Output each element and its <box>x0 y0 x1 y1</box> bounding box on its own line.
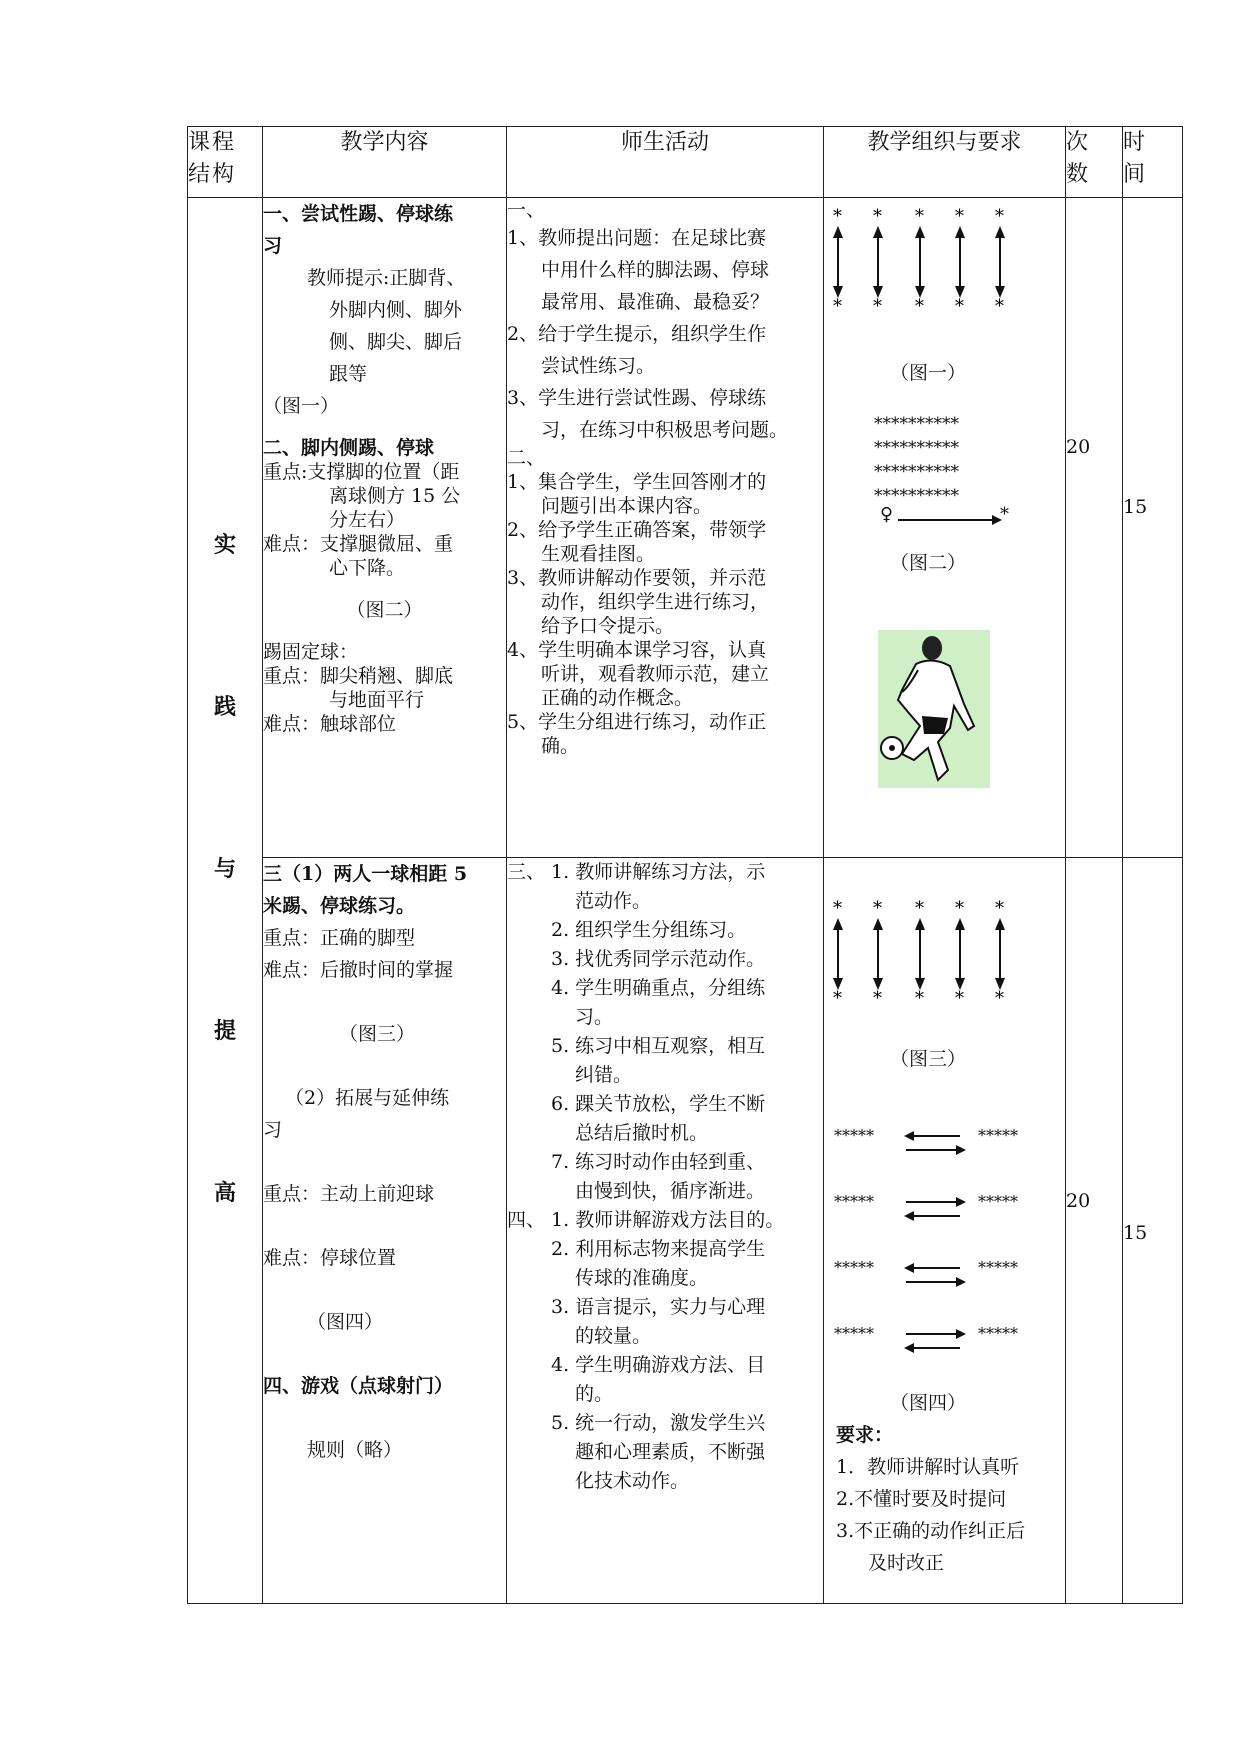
formation-star: * <box>833 296 842 314</box>
fig3-diagram <box>824 896 1066 1006</box>
s1-diff2 <box>263 712 506 736</box>
activity-line: 趣和心理素质，不断强 <box>575 1441 766 1463</box>
activity-line: 5、学生分组进行练习，动作正 <box>507 711 767 733</box>
section2-organization <box>824 858 1066 1604</box>
formation-star: * <box>995 898 1004 919</box>
activity-line: 3. 语言提示，实力与心理 <box>551 1296 766 1318</box>
activity-line: 传球的准确度。 <box>575 1267 709 1289</box>
section2-activity <box>507 858 824 1604</box>
header-time-line1: 时 <box>1123 130 1148 155</box>
s2-org-fig3: （图三） <box>890 1048 967 1070</box>
activity-line: 习。 <box>575 1006 614 1028</box>
s2-game: 四、游戏（点球射门） <box>263 1375 454 1397</box>
activity-line: 2、给予学生正确答案，带领学 <box>507 519 767 541</box>
s1-title2: 二、脚内侧踢、停球 <box>263 437 435 459</box>
s2-org-fig4: （图四） <box>890 1392 967 1414</box>
s2-key2-text: 主动上前迎球 <box>320 1183 435 1205</box>
s1-diff <box>263 532 506 556</box>
pass-arrows <box>902 1326 968 1356</box>
activity-line: 的较量。 <box>575 1325 652 1347</box>
formation-star: * <box>995 988 1004 1006</box>
arrow-head <box>995 226 1005 238</box>
header-count <box>1066 127 1123 198</box>
section1-activity <box>507 198 824 858</box>
req-2: 2.不懂时要及时提问 <box>836 1488 1007 1510</box>
structure-char-4: 提 <box>213 1018 236 1044</box>
pair-left-stars: ***** <box>834 1126 874 1145</box>
s2-ext-a: （2）拓展与延伸练 <box>285 1087 450 1109</box>
activity-line: 的。 <box>575 1383 614 1405</box>
pair-right-stars: ***** <box>978 1126 1018 1145</box>
lesson-plan-table <box>187 126 1183 1604</box>
formation-star: * <box>833 988 842 1006</box>
arrow-head <box>833 226 843 238</box>
header-time-line2: 间 <box>1123 162 1148 187</box>
s1-key-a: 支撑脚的位置（距 <box>307 461 460 483</box>
s1-act-list2 <box>507 470 823 758</box>
fig2-arrow <box>896 510 1006 530</box>
s1-diff-label: 难点： <box>263 533 321 555</box>
s2-key2-label: 重点： <box>263 1183 321 1205</box>
formation-star: * <box>873 296 882 314</box>
activity-line: 7. 练习时动作由轻到重、 <box>551 1151 766 1173</box>
header-structure-line1: 课程 <box>188 130 237 155</box>
s1-key-label: 重点: <box>263 461 308 483</box>
activity-line: 化技术动作。 <box>575 1470 690 1492</box>
req-3: 3.不正确的动作纠正后 <box>836 1520 1026 1542</box>
activity-line: 6. 踝关节放松，学生不断 <box>551 1093 766 1115</box>
s2-ext-b: 习 <box>263 1119 283 1141</box>
activity-line: 3、学生进行尝试性踢、停球练 <box>507 387 767 409</box>
fig2-row-3: ********** <box>874 462 959 482</box>
activity-line: 听讲，观看教师示范，建立 <box>541 663 770 685</box>
header-structure <box>188 127 263 198</box>
activity-line: 四、 1. 教师讲解游戏方法目的。 <box>507 1209 785 1231</box>
section2-content <box>263 858 507 1604</box>
s1-act-h1: 一、 <box>507 199 546 221</box>
activity-line: 4. 学生明确重点，分组练 <box>551 977 766 999</box>
arrow-head <box>833 918 843 930</box>
header-activity: 师生活动 <box>507 127 824 198</box>
section1-content <box>263 198 507 858</box>
formation-star: * <box>955 898 964 919</box>
activity-line: 4. 学生明确游戏方法、目 <box>551 1354 766 1376</box>
header-count-line1: 次 <box>1066 130 1091 155</box>
s1-diff2-text: 触球部位 <box>320 713 397 735</box>
s2-fig3-label: （图三） <box>339 1023 416 1045</box>
fig2-row-4: ********** <box>874 486 959 506</box>
formation-star: * <box>915 296 924 314</box>
arrow-head <box>915 918 925 930</box>
s2-diff2 <box>263 1242 506 1274</box>
fig2-star-rows <box>874 412 959 508</box>
pair-left-stars: ***** <box>834 1258 874 1277</box>
fig2-row-1: ********** <box>874 414 959 434</box>
activity-line: 动作，组织学生进行练习， <box>541 591 770 613</box>
activity-line: 生观看挂图。 <box>541 543 656 565</box>
structure-cell <box>188 198 263 1604</box>
s2-key2 <box>263 1178 506 1210</box>
activity-line: 最常用、最准确、最稳妥？ <box>541 291 770 313</box>
activity-line: 4、学生明确本课学习容，认真 <box>507 639 767 661</box>
s1-key2-b: 与地面平行 <box>329 689 425 711</box>
formation-star: * <box>915 898 924 919</box>
activity-line: 范动作。 <box>575 890 652 912</box>
header-time <box>1123 127 1183 198</box>
activity-line: 总结后撤时机。 <box>575 1122 709 1144</box>
s2-key-text: 正确的脚型 <box>320 927 416 949</box>
s1-hint-4: 跟等 <box>329 363 368 385</box>
section1-row <box>188 198 1183 858</box>
structure-char-2: 践 <box>213 694 236 720</box>
s1-hint-1: 教师提示:正脚背、 <box>307 267 466 289</box>
s1-title-a: 一、尝试性踢、停球练 <box>263 203 454 225</box>
activity-line: 1、教师提出问题：在足球比赛 <box>507 227 767 249</box>
fig2-row-2: ********** <box>874 438 959 458</box>
header-organization: 教学组织与要求 <box>824 127 1066 198</box>
s2-title-b: 米踢、停球练习。 <box>263 895 416 917</box>
s1-act-list1 <box>507 222 823 446</box>
activity-line: 三、 1. 教师讲解练习方法，示 <box>507 861 766 883</box>
s1-fig1-label: （图一） <box>263 395 340 417</box>
s1-act-h2: 二、 <box>507 447 546 469</box>
header-count-line2: 数 <box>1066 162 1091 187</box>
s2-diff-label: 难点： <box>263 959 321 981</box>
s2-time: 15 <box>1123 858 1183 1604</box>
activity-line: 3. 找优秀同学示范动作。 <box>551 948 766 970</box>
s1-hint-3: 侧、脚尖、脚后 <box>329 331 463 353</box>
activity-line: 给予口令提示。 <box>541 615 675 637</box>
activity-line: 由慢到快，循序渐进。 <box>575 1180 766 1202</box>
pair-left-stars: ***** <box>834 1192 874 1211</box>
s1-key-c: 分左右） <box>329 509 406 531</box>
structure-char-5: 高 <box>213 1180 236 1206</box>
formation-star: * <box>833 898 842 919</box>
s2-diff-text: 后撤时间的掌握 <box>320 959 454 981</box>
arrow-head <box>995 918 1005 930</box>
s2-key <box>263 922 506 954</box>
s1-fixed: 踢固定球： <box>263 641 359 663</box>
formation-star: * <box>955 988 964 1006</box>
arrow-head <box>955 918 965 930</box>
pair-right-stars: ***** <box>978 1258 1018 1277</box>
formation-star: * <box>995 206 1004 227</box>
arrow-head <box>873 918 883 930</box>
activity-line: 1、集合学生，学生回答刚才的 <box>507 471 767 493</box>
formation-star: * <box>833 206 842 227</box>
activity-line: 2. 利用标志物来提高学生 <box>551 1238 766 1260</box>
pair-right-stars: ***** <box>978 1324 1018 1343</box>
formation-star: * <box>955 206 964 227</box>
formation-star: * <box>995 296 1004 314</box>
section2-row <box>188 858 1183 1604</box>
arrow-head <box>955 226 965 238</box>
s1-key2-label: 重点： <box>263 665 321 687</box>
formation-star: * <box>955 296 964 314</box>
header-row <box>188 127 1183 198</box>
s2-count: 20 <box>1066 858 1123 1604</box>
pair-right-stars: ***** <box>978 1192 1018 1211</box>
s2-diff2-text: 停球位置 <box>320 1247 397 1269</box>
s1-key <box>263 460 506 484</box>
activity-line: 问题引出本课内容。 <box>541 495 713 517</box>
s1-diff-b: 心下降。 <box>329 557 406 579</box>
formation-star: * <box>873 206 882 227</box>
s1-diff-a: 支撑腿微屈、重 <box>320 533 454 555</box>
structure-char-1: 实 <box>213 532 236 558</box>
activity-line: 3、教师讲解动作要领，并示范 <box>507 567 767 589</box>
activity-line: 纠错。 <box>575 1064 633 1086</box>
female-symbol: ♀ <box>880 504 894 525</box>
pass-arrows <box>902 1194 968 1224</box>
activity-line: 5. 练习中相互观察，相互 <box>551 1035 766 1057</box>
s2-fig4-label: （图四） <box>307 1311 384 1333</box>
s2-rule: 规则（略） <box>307 1439 403 1461</box>
pair-left-stars: ***** <box>834 1324 874 1343</box>
req-1: 1．教师讲解时认真听 <box>836 1456 1020 1478</box>
s1-key-b: 离球侧方 15 公 <box>329 485 461 507</box>
activity-line: 习，在练习中积极思考问题。 <box>541 419 789 441</box>
activity-line: 2、给于学生提示，组织学生作 <box>507 323 767 345</box>
section1-organization <box>824 198 1066 858</box>
s1-key2 <box>263 664 506 688</box>
header-content: 教学内容 <box>263 127 507 198</box>
arrow-head <box>915 226 925 238</box>
s1-count: 20 <box>1066 198 1123 858</box>
s2-title-a: 三（1）两人一球相距 5 <box>263 863 468 885</box>
s2-diff <box>263 954 506 986</box>
req-4: 及时改正 <box>868 1552 945 1574</box>
s1-fig2-label: （图二） <box>346 599 423 621</box>
soccer-player-image <box>878 630 990 788</box>
s1-title-b: 习 <box>263 235 283 257</box>
fig2-target-star: * <box>1000 504 1009 525</box>
activity-line: 正确的动作概念。 <box>541 687 694 709</box>
s1-org-fig2: （图二） <box>890 552 967 574</box>
s1-diff2-label: 难点： <box>263 713 321 735</box>
s1-org-fig1: （图一） <box>890 362 967 384</box>
formation-star: * <box>873 988 882 1006</box>
pass-arrows <box>902 1260 968 1290</box>
arrow-head <box>873 226 883 238</box>
s2-act-list3 <box>507 858 823 1206</box>
s1-time: 15 <box>1123 198 1183 858</box>
req-title: 要求： <box>836 1424 894 1446</box>
pass-arrows <box>902 1128 968 1158</box>
activity-line: 尝试性练习。 <box>541 355 656 377</box>
activity-line: 中用什么样的脚法踢、停球 <box>541 259 770 281</box>
activity-line: 2. 组织学生分组练习。 <box>551 919 747 941</box>
fig1-diagram <box>824 204 1066 314</box>
header-structure-line2: 结构 <box>188 162 237 187</box>
formation-star: * <box>915 206 924 227</box>
activity-line: 5. 统一行动，激发学生兴 <box>551 1412 766 1434</box>
activity-line: 确。 <box>541 735 580 757</box>
s2-key-label: 重点： <box>263 927 321 949</box>
formation-star: * <box>873 898 882 919</box>
structure-char-3: 与 <box>213 856 236 882</box>
formation-star: * <box>915 988 924 1006</box>
s1-hint-2: 外脚内侧、脚外 <box>329 299 463 321</box>
s2-act-list4 <box>507 1206 823 1496</box>
s2-diff2-label: 难点： <box>263 1247 321 1269</box>
s1-key2-a: 脚尖稍翘、脚底 <box>320 665 454 687</box>
